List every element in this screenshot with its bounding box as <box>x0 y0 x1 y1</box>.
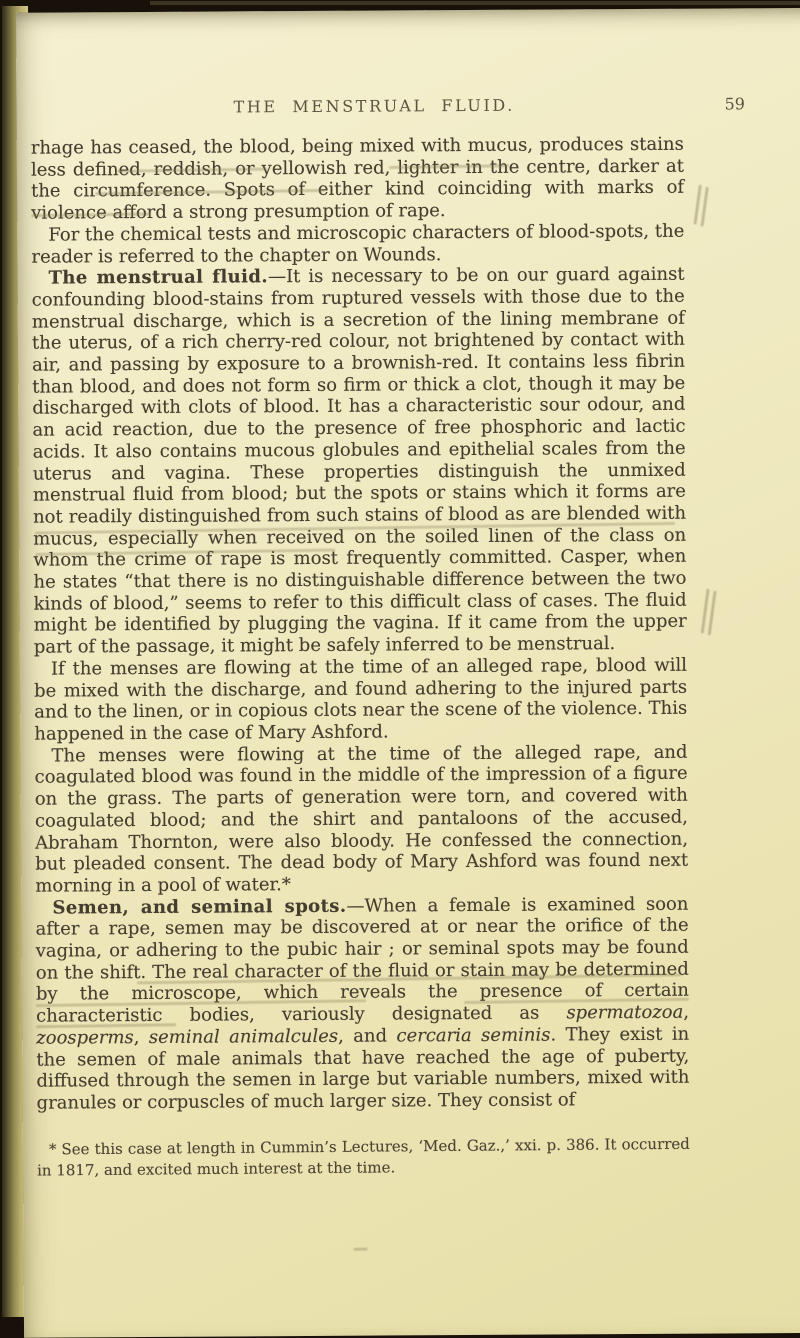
running-head-title: THE MENSTRUAL FLUID. <box>233 95 516 117</box>
paragraph-mary-ashford-case: The menses were flowing at the time of the alleged rape, and coagulated blood was found in the middle of the impression of a figure on the grass. The parts of generation were torn, and covered with coagulated blood; and the shirt and pantaloons of the accused, Abraham Thornton, were also bloody. He confessed the connection, but pleaded consent. The dead body of Mary Ashford was found next morning in a pool of water.* <box>34 741 689 897</box>
paragraph-menstrual-fluid: The menstrual fluid.—It is necessary to be on our guard against confounding blood-stains from ruptured vessels with those due to the menstrual discharge, which is a secretion of the lining membrane of the uterus, of a rich cherry-red colour, not brightened by contact with air, and passing by exposure to a brownish-red. It contains less fibrin than blood, and does not form so firm or thick a clot, though it may be discharged with clots of blood. It has a characteristic sour odour, and an acid reaction, due to the presence of free phosphoric and lactic acids. It also contains mucous globules and epithelial scales from the uterus and vagina. These properties distinguish the unmixed menstrual fluid from blood; but the spots or stains which it forms are not readily distinguished from such stains of blood as are blended with mucus, especially when received on the soiled linen of the class on whom the crime of rape is most frequently committed. Casper, when he states “that there is no distinguishable difference between the two kinds of blood,” seems to refer to this difficult class of cases. The fluid might be identified by plugging the vagina. If it came from the upper part of the passage, it might be safely inferred to be menstrual. <box>31 263 687 658</box>
pencil-margin-tick <box>701 187 709 227</box>
pencil-margin-tick <box>708 591 716 636</box>
footnote: * See this case at length in Cummin’s Lectures, ‘Med. Gaz.,’ xxi. p. 386. It occurred in 1817, and excited much interest at the time. <box>36 1134 690 1180</box>
page-edge-behind <box>150 1 800 5</box>
page-number: 59 <box>724 94 745 114</box>
running-head-row <box>31 94 745 121</box>
pencil-margin-tick <box>694 185 702 225</box>
paragraph-semen-seminal-spots: Semen, and seminal spots.—When a female is examined soon after a rape, semen may be discovered at or near the orifice of the vagina, or adhering to the pubic hair ; or seminal spots may be found on the shift. The real character of the fluid or stain may be determined by the microscope, which reveals the presence of certain characteristic bodies, variously designated as spermatozoa, zoosperms, seminal animalcules, and cercaria seminis. They exist in the semen of male animals that have reached the age of puberty, diffused through the semen in large but variable numbers, mixed with granules or corpuscles of much larger size. They consist of <box>35 893 690 1114</box>
body-text <box>31 134 690 1115</box>
book-page <box>16 8 800 1338</box>
paragraph-hemorrhage-continuation: rhage has ceased, the blood, being mixed with mucus, produces stains less defined, reddish, or yellowish red, lighter in the centre, darker at the circumference. Spots of either kind coinciding with marks of violence afford a strong presumption of rape. <box>30 133 685 224</box>
pencil-mark <box>354 1248 368 1251</box>
paragraph-chemical-tests: For the chemical tests and microscopic characters of blood-spots, the reader is referred to the chapter on Wounds. <box>31 220 685 268</box>
paragraph-menses-flowing: If the menses are flowing at the time of an alleged rape, blood will be mixed with the discharge, and found adhering to the injured parts and to the linen, or in copious clots near the scene of the violence. This happened in the case of Mary Ashford. <box>34 654 688 745</box>
